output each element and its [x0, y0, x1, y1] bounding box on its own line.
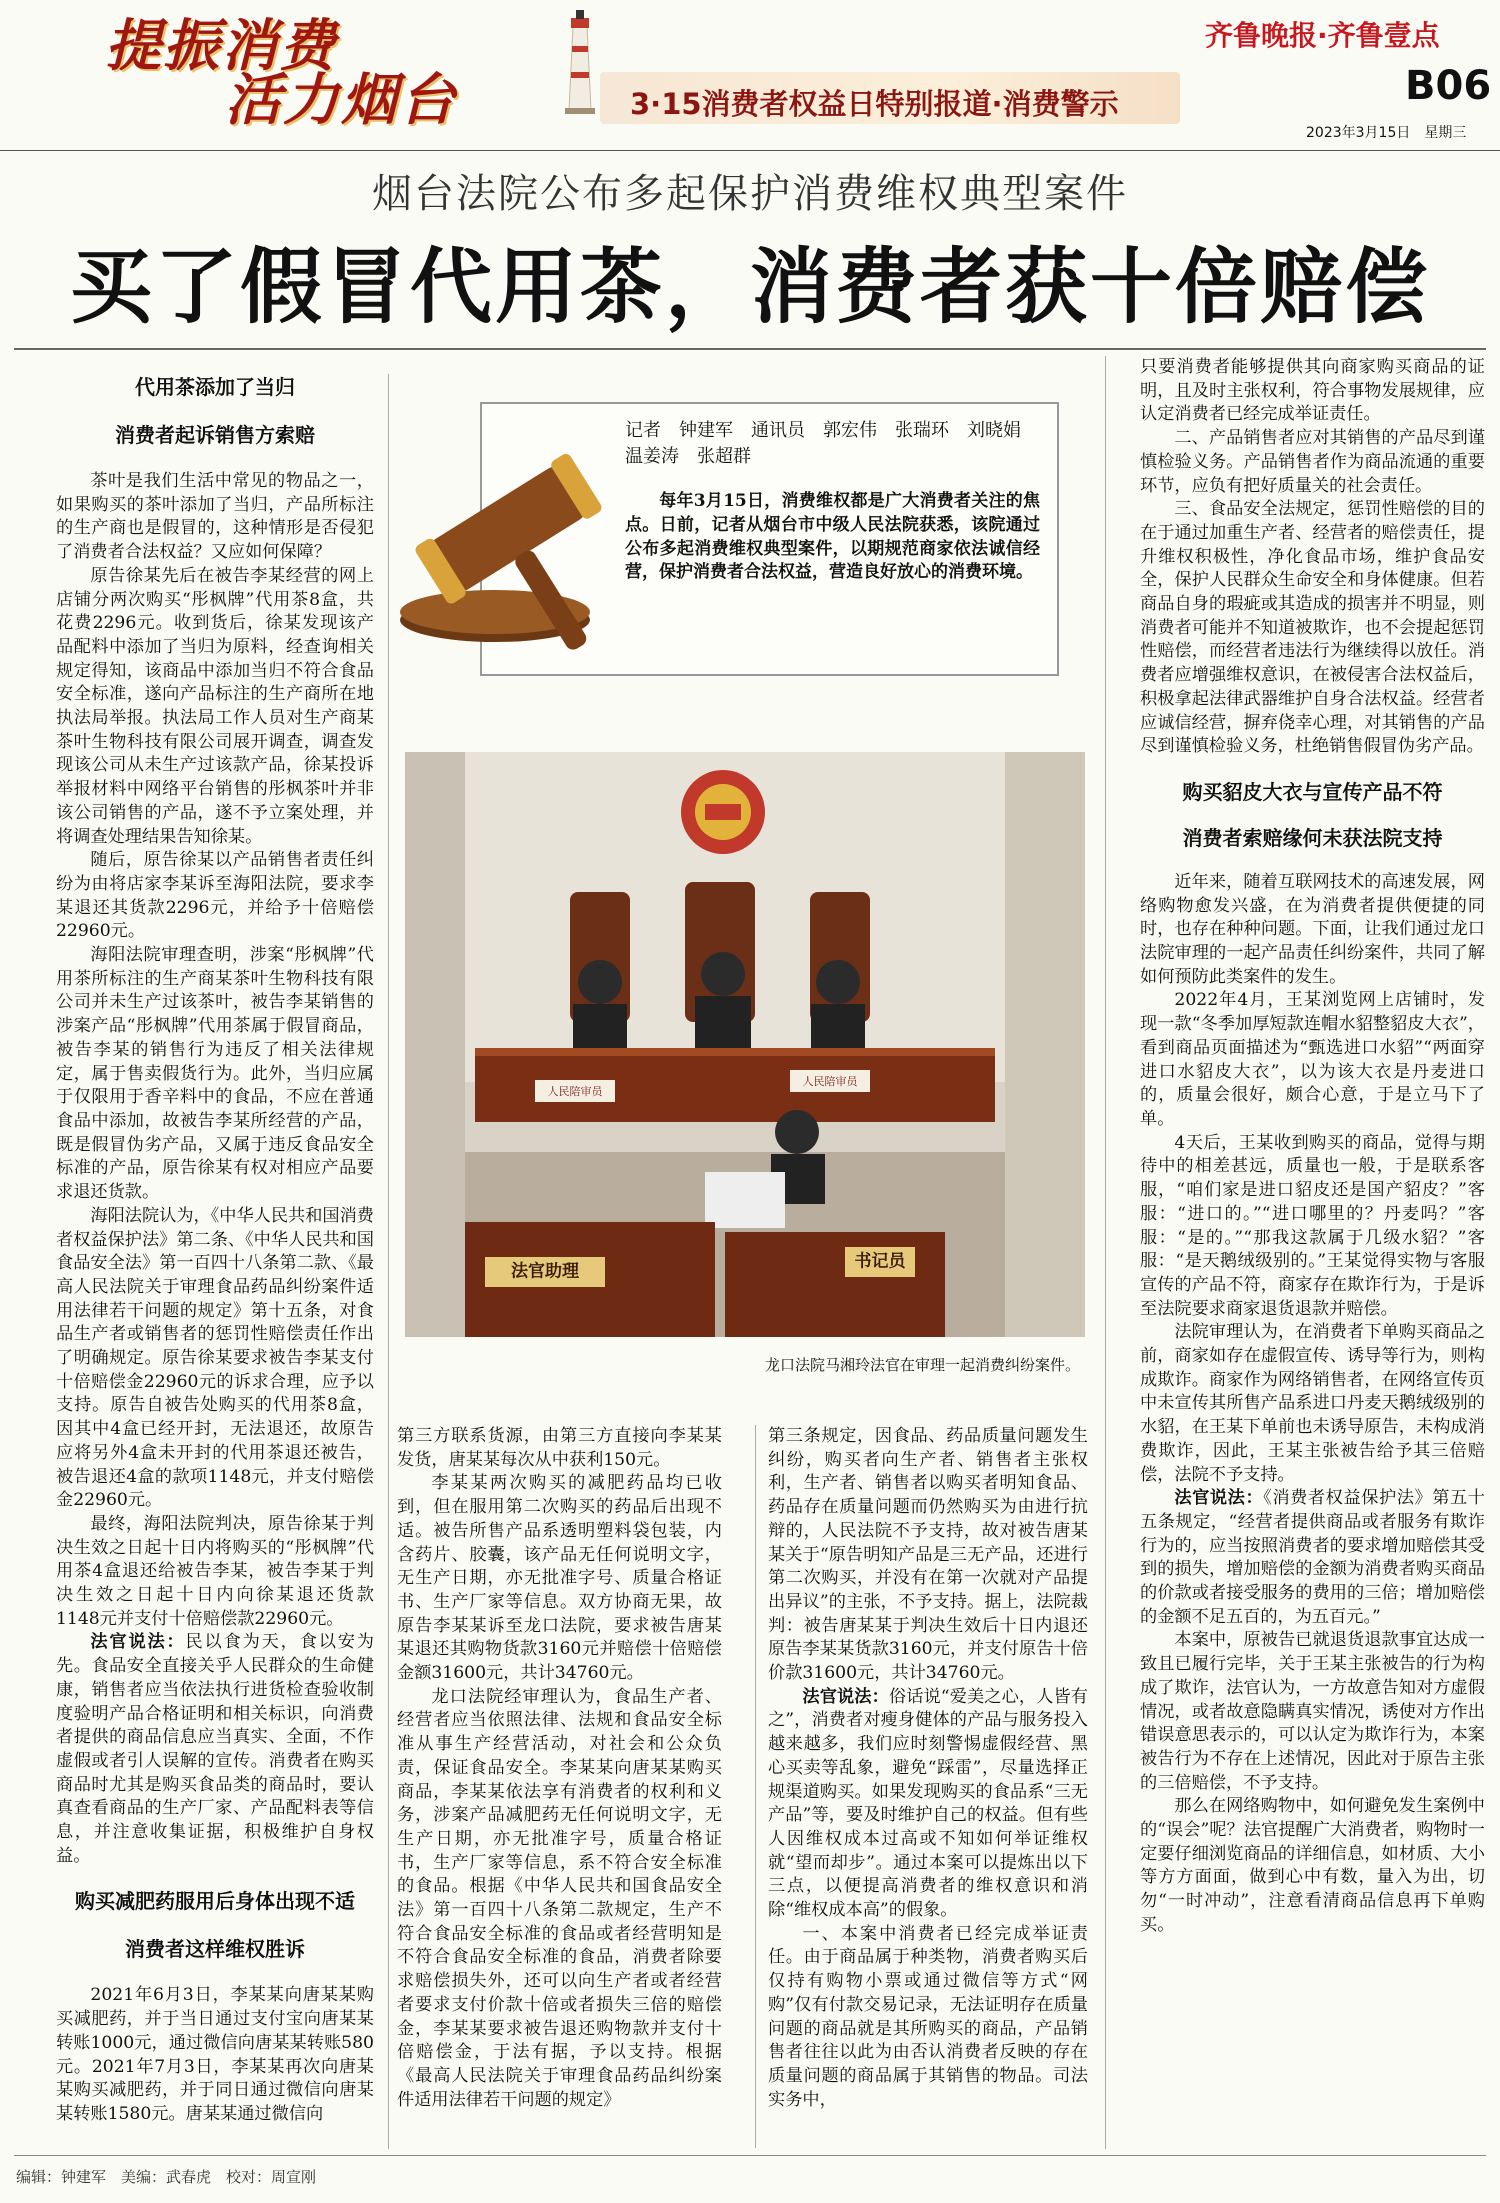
paragraph: 海阳法院审理查明，涉案“彤枫牌”代用茶所标注的生产商某茶叶生物科技有限公司并未生产过该茶叶，被告李某销售的涉案产品“彤枫牌”代用茶属于假冒商品，被告李某的销售行为违反了相关法律规定，属于售卖假货行为。此外，当归应属于仅限用于香辛料中的食品，不应在普通食品中添加，故被告李某所经营的产品，既是假冒伪劣产品，又属于违反食品安全标准的产品，原告徐某有权对相应产品要求退还货款。 [56, 945, 374, 1203]
judge-comment-label: 法官说法： [1174, 1488, 1264, 1509]
page-number: B06 [1405, 63, 1492, 109]
judge-comment [768, 1686, 1088, 1923]
subhead-tea-1: 代用茶添加了当归 [135, 375, 295, 399]
lighthouse-icon [555, 6, 605, 116]
gavel-icon [385, 430, 650, 650]
header-divider [0, 150, 1500, 151]
paragraph: 李某某两次购买的减肥药品均已收到，但在服用第二次购买的药品后出现不适。被告所售产品系透明塑料袋包装，内含药片、胶囊，该产品无任何说明文字，无生产日期，亦无批准字号、质量合格证书、生产厂家等信息。双方协商无果，故原告李某某诉至龙口法院，要求被告唐某某退还其购物货款3160元并赔偿十倍赔偿金额31600元，共计34760元。 [397, 1473, 722, 1684]
judge-comment-text: 民以食为天，食以安为先。食品安全直接关乎人民群众的生命健康，销售者应当依法执行进货检查验收制度验明产品合格证明和相关标识，向消费者提供的商品信息应当真实、全面，不作虚假或者引人误解的宣传。消费者在购买商品时尤其是购买食品类的商品时，要认真查看商品的生产厂家、产品配料表等信息，并注意收集证据，积极维护自身权益。 [56, 1632, 374, 1866]
paragraph: 2021年6月3日，李某某向唐某某购买减肥药，并于当日通过支付宝向唐某某转账1000元，通过微信向唐某某转账580元。2021年7月3日，李某某再次向唐某某购买减肥药，并于同日通过微信向唐某某转账1580元。唐某某通过微信向 [56, 1985, 374, 2124]
subhead-tea-2: 消费者起诉销售方索赔 [115, 423, 315, 447]
sign-clerk: 书记员 [854, 1251, 906, 1272]
courtroom-illustration [405, 752, 1085, 1337]
slogan-logo [105, 2, 625, 133]
slogan-line-1: 提振消费 [105, 13, 337, 79]
paragraph: 三、食品安全法规定，惩罚性赔偿的目的在于通过加重生产者、经营者的赔偿责任，提升维权积极性，净化食品市场，维护食品安全，保护人民群众生命安全和身体健康。但若商品自身的瑕疵或其造成的损害并不明显，则消费者可能并不知道被欺诈，也不会提起惩罚性赔偿，而经营者违法行为继续得以放任。消费者应增强维权意识，在被侵害合法权益后，积极拿起法律武器维护自身合法权益。经营者应诚信经营，摒弃侥幸心理，对其销售的产品尽到谨慎检验义务，杜绝销售假冒伪劣产品。 [1140, 499, 1485, 757]
paragraph: 近年来，随着互联网技术的高速发展，网络购物愈发兴盛，在为消费者提供便捷的同时，也存在种种问题。下面，让我们通过龙口法院审理的一起产品责任纠纷案件，共同了解如何预防此类案件的发生。 [1140, 871, 1485, 987]
paragraph: 海阳法院认为，《中华人民共和国消费者权益保护法》第二条、《中华人民共和国食品安全法》第一百四十八条第二款、《最高人民法院关于审理食品药品纠纷案件适用法律若干问题的规定》第十五条，对食品生产者或销售者的惩罚性赔偿责任作出了明确规定。原告徐某要求被告李某支付十倍赔偿金22960元的诉求合理，应予以支持。原告自被告处购买的代用茶8盒，因其中4盒已经开封，无法退还，故原告应将另外4盒未开封的代用茶退还被告，被告退还4盒的款项1148元，并支付赔偿金22960元。 [56, 1205, 374, 1511]
byline: 记者 钟建军 通讯员 郭宏伟 张瑞环 刘晓娟 温姜涛 张超群 [625, 420, 1039, 467]
paragraph: 茶叶是我们生活中常见的物品之一，如果购买的茶叶添加了当归，产品所标注的生产商也是假冒的，这种情形是否侵犯了消费者合法权益？又应如何保障？ [56, 471, 374, 563]
sign-juror-right: 人民陪审员 [802, 1075, 858, 1088]
paragraph: 4天后，王某收到购买的商品，觉得与期待中的相差甚远，质量也一般，于是联系客服，“咱们家是进口貂皮还是国产貂皮？”客服：“进口的。”“进口哪里的？丹麦吗？”客服：“是的。”“那我这款属于几级水貂？”客服：“是天鹅绒级别的。”王某觉得实物与客服宣传的产品不符，商家存在欺诈行为，于是诉至法院要求商家退货退款并赔偿。 [1140, 1132, 1485, 1319]
subhead-fur-1: 购买貂皮大衣与宣传产品不符 [1182, 779, 1443, 804]
column-divider [755, 1425, 756, 2148]
paragraph: 法院审理认为，在消费者下单购买商品之前，商家如存在虚假宣传、诱导等行为，则构成欺诈。商家作为网络销售者，在网络宣传页中未宣传其所售产品系进口丹麦天鹅绒级别的水貂，在王某下单前也未诱导原告，未构成消费欺诈，因此，王某主张被告给予其三倍赔偿，法院不予支持。 [1140, 1322, 1485, 1485]
paragraph: 二、产品销售者应对其销售的产品尽到谨慎检验义务。产品销售者作为商品流通的重要环节，应负有把好质量关的社会责任。 [1140, 428, 1485, 496]
paragraph: 原告徐某先后在被告李某经营的网上店铺分两次购买“彤枫牌”代用茶8盒，共花费2296元。收到货后，徐某发现该产品配料中添加了当归为原料，经查询相关规定得知，该商品中添加当归不符合食品安全标准，遂向产品标注的生产商所在地执法局举报。执法局工作人员对生产商某茶叶生物科技有限公司展开调查，调查发现该公司从未生产过该款产品，徐某投诉举报材料中网络平台销售的彤枫茶叶并非该公司销售的产品，遂不予立案处理，并将调查处理结果告知徐某。 [56, 565, 374, 847]
footer-divider [14, 2155, 1486, 2156]
paragraph: 第三条规定，因食品、药品质量问题发生纠纷，购买者向生产者、销售者主张权利，生产者、销售者以购买者明知食品、药品存在质量问题而仍然购买为由进行抗辩的，人民法院不予支持，故对被告唐某某关于“原告明知产品是三无产品，还进行第二次购买，并没有在第一次就对产品提出异议”的主张，不予支持。据上，法院裁判：被告唐某某于判决生效后十日内退还原告李某某货款3160元，并支付原告十倍价款31600元，共计34760元。 [768, 1426, 1088, 1684]
judge-comment-label: 法官说法： [802, 1686, 889, 1707]
paragraph: 本案中，原被告已就退货退款事宜达成一致且已履行完毕，关于王某主张被告的行为构成了欺诈，法官认为，一方故意告知对方虚假情况，或者故意隐瞒真实情况，诱使对方作出错误意思表示的，可以认定为欺诈行为，本案被告行为不存在上述情况，因此对于原告主张的三倍赔偿，不予支持。 [1140, 1630, 1485, 1793]
judge-comment-text: 《消费者权益保护法》第五十五条规定，“经营者提供商品或者服务有欺诈行为的，应当按照消费者的要求增加赔偿其受到的损失，增加赔偿的金额为消费者购买商品的价款或者接受服务的费用的三倍；增加赔偿的金额不足五百的，为五百元。” [1140, 1488, 1485, 1627]
column-3 [768, 1425, 1088, 2112]
brand-name: 齐鲁晚报·齐鲁壹点 [1205, 19, 1440, 52]
photo-caption: 龙口法院马湘玲法官在审理一起消费纠纷案件。 [765, 1356, 1081, 1374]
paragraph: 只要消费者能够提供其向商家购买商品的证明，且及时主张权利，符合事物发展规律，应认定消费者已经完成举证责任。 [1140, 357, 1485, 425]
judge-comment-label: 法官说法： [90, 1632, 186, 1653]
column-2 [397, 1425, 722, 2112]
column-4 [1140, 356, 1485, 1938]
judge-comment-text: 俗话说“爱美之心，人皆有之”，消费者对瘦身健体的产品与服务投入越来越多，我们应时刻警惕虚假经营、黑心买卖等乱象，避免“踩雷”，尽量选择正规渠道购买。如果发现购买的食品系“三无产品”等，要及时维护自己的权益。但有些人因维权成本过高或不知如何举证维权就“望而却步”。通过本案可以提炼出以下三点，以便提高消费者的维权意识和消除“维权成本高”的假象。 [768, 1686, 1088, 1921]
courtroom-photo [405, 752, 1085, 1337]
banner-title: 3·15消费者权益日特别报道·消费警示 [630, 87, 1119, 121]
headline-divider [14, 348, 1486, 350]
intro-text: 每年3月15日，消费维权都是广大消费者关注的焦点。日前，记者从烟台市中级人民法院获悉，该院通过公布多起消费维权典型案件，以期规范商家依法诚信经营，保护消费者合法权益，营造良好放心的消费环境。 [625, 491, 1040, 583]
paragraph: 一、本案中消费者已经完成举证责任。由于商品属于种类物，消费者购买后仅持有购物小票或通过微信等方式“网购”仅有付款交易记录，无法证明存在质量问题的商品就是其所购买的商品，产品销售者往往以此为由否认消费者反映的存在质量问题的商品属于其销售的物品。司法实务中， [768, 1923, 1088, 2110]
footer-credits: 编辑：钟建军 美编：武春虎 校对：周宣刚 [16, 2168, 317, 2186]
issue-date: 2023年3月15日 星期三 [1306, 125, 1467, 141]
subhead-diet-2: 消费者这样维权胜诉 [125, 1937, 305, 1962]
article-kicker: 烟台法院公布多起保护消费维权典型案件 [372, 171, 1128, 217]
judge-comment [56, 1631, 374, 1868]
slogan-line-2: 活力烟台 [225, 67, 457, 133]
sign-juror-left: 人民陪审员 [547, 1085, 603, 1098]
column-divider [1105, 356, 1106, 2149]
sign-judge-assistant: 法官助理 [511, 1261, 579, 1282]
paragraph: 随后，原告徐某以产品销售者责任纠纷为由将店家李某诉至海阳法院，要求李某退还其货款2296元，并给予十倍赔偿22960元。 [56, 850, 374, 942]
paragraph: 2022年4月，王某浏览网上店铺时，发现一款“冬季加厚短款连帽水貂整貂皮大衣”，看到商品页面描述为“甄选进口水貂”“两面穿进口水貂皮大衣”，以为该大衣是丹麦进口的，质量会很好，颇合心意，于是立马下了单。 [1140, 990, 1485, 1129]
column-1 [56, 374, 374, 2127]
judge-comment [1140, 1487, 1485, 1629]
paragraph: 龙口法院经审理认为，食品生产者、经营者应当依照法律、法规和食品安全标准从事生产经营活动，对社会和公众负责，保证食品安全。李某某向唐某某购买商品，李某某依法享有消费者的权利和义务，涉案产品减肥药无任何说明文字，无生产日期，亦无批准字号，质量合格证书，生产厂家等信息，系不符合安全标准的食品。根据《中华人民共和国食品安全法》第一百四十八条第二款规定，生产不符合食品安全标准的食品或者经营明知是不符合食品安全标准的食品，消费者除要求赔偿损失外，还可以向生产者或者经营者要求支付价款十倍或者损失三倍的赔偿金，李某某要求被告退还购物款并支付十倍赔偿金，于法有据，予以支持。根据《最高人民法院关于审理食品药品纠纷案件适用法律若干问题的规定》 [397, 1686, 722, 2110]
paragraph: 那么在网络购物中，如何避免发生案例中的“误会”呢？法官提醒广大消费者，购物时一定要仔细浏览商品的详细信息，如材质、大小等方方面面，做到心中有数，量入为出，切勿“一时冲动”，注意看清商品信息再下单购买。 [1140, 1796, 1485, 1935]
subhead-fur-2: 消费者索赔缘何未获法院支持 [1182, 825, 1443, 850]
paragraph: 第三方联系货源，由第三方直接向李某某发货，唐某某每次从中获利150元。 [397, 1426, 722, 1470]
article-headline: 买了假冒代用茶，消费者获十倍赔偿 [69, 239, 1430, 335]
paragraph: 最终，海阳法院判决，原告徐某于判决生效之日起十日内将购买的“彤枫牌”代用茶4盒退还给被告李某，被告李某于判决生效之日起十日内向徐某退还货款1148元并支付十倍赔偿款22960元。 [56, 1513, 374, 1629]
subhead-diet-1: 购买减肥药服用后身体出现不适 [75, 1889, 355, 1914]
intro-paragraph [625, 490, 1040, 585]
